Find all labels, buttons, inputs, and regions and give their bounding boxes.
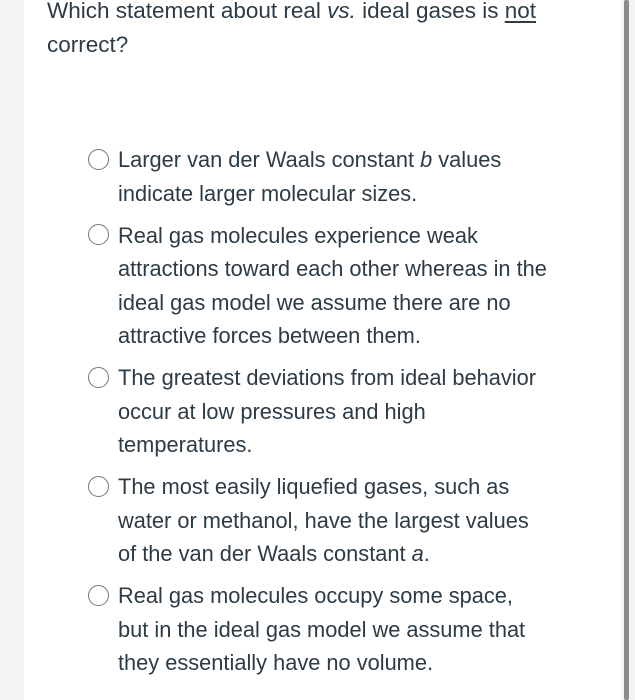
answer-option-5[interactable] (88, 579, 548, 680)
question-text: Which statement about real vs. ideal gases is not correct? (47, 0, 537, 57)
radio-button-icon[interactable] (88, 149, 109, 170)
radio-button-icon[interactable] (88, 224, 109, 245)
answer-label[interactable]: Larger van der Waals constant b values indicate larger molecular sizes. (118, 147, 502, 206)
answer-label[interactable]: The most easily liquefied gases, such as water or methanol, have the largest values of the van der Waals constant a. (118, 474, 529, 566)
answer-option-1[interactable] (88, 143, 548, 210)
answer-label[interactable]: Real gas molecules experience weak attractions toward each other whereas in the ideal gas model we assume there are no attractive forces between them. (118, 222, 547, 348)
answer-options (88, 143, 548, 688)
answer-option-4[interactable] (88, 470, 548, 571)
radio-button-icon[interactable] (88, 585, 109, 606)
scrollbar[interactable] (624, 0, 629, 700)
radio-button-icon[interactable] (88, 367, 109, 388)
answer-option-3[interactable] (88, 361, 548, 462)
radio-button-icon[interactable] (88, 476, 109, 497)
answer-label[interactable]: The greatest deviations from ideal behavior occur at low pressures and high temperatures. (118, 365, 537, 457)
answer-option-2[interactable] (88, 219, 548, 353)
answer-label[interactable]: Real gas molecules occupy some space, but in the ideal gas model we assume that they essentially have no volume. (118, 583, 526, 675)
